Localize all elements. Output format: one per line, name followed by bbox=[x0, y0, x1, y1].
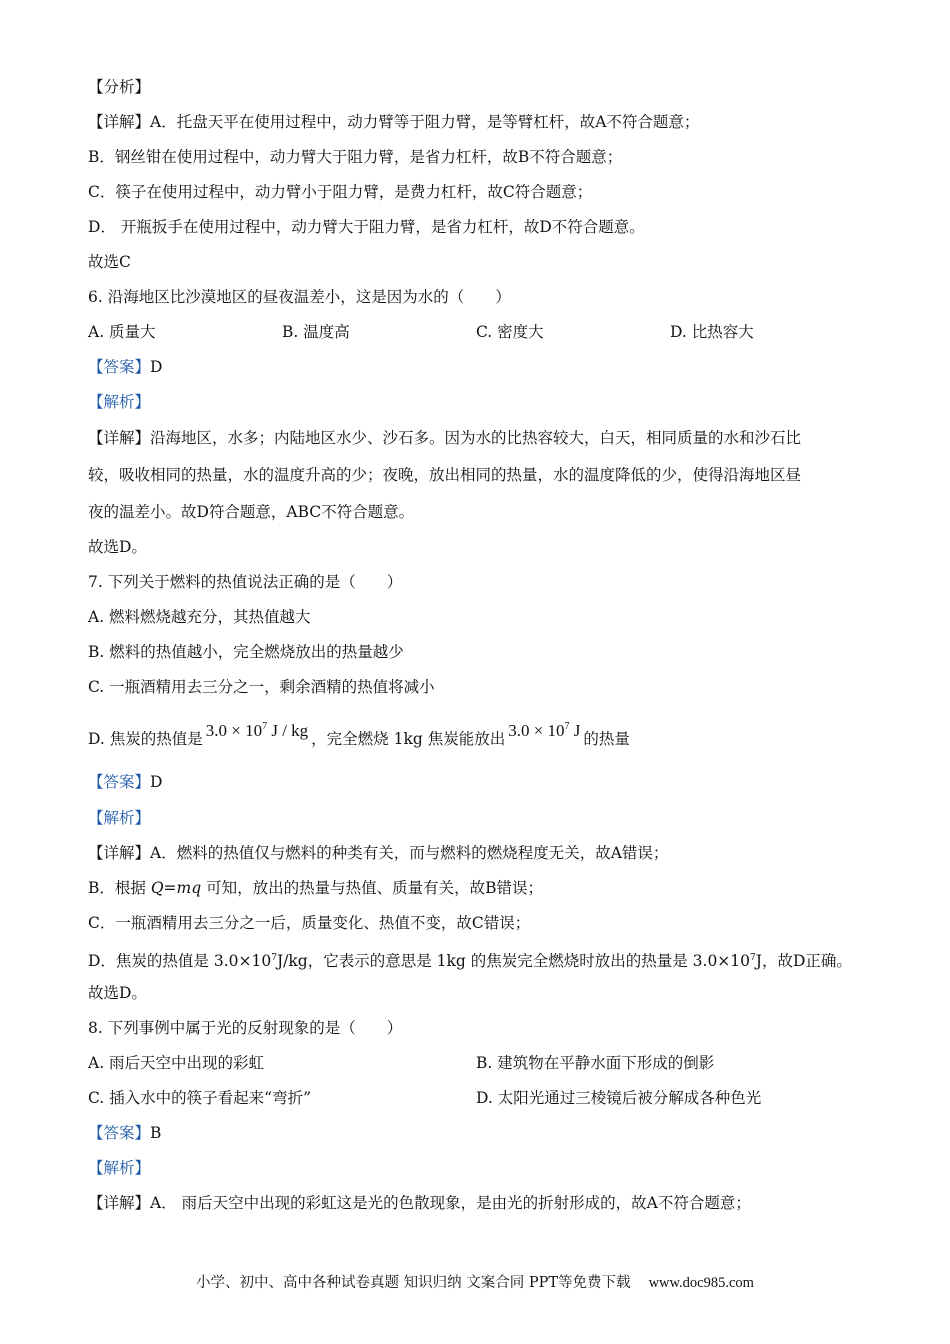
question-stem: 6. 沿海地区比沙漠地区的昼夜温差小，这是因为水的（ ） bbox=[88, 288, 511, 306]
option-b: B. 燃料的热值越小，完全燃烧放出的热量越少 bbox=[88, 643, 404, 661]
conclusion: 故选D。 bbox=[88, 538, 147, 556]
answer-value: B bbox=[150, 1124, 162, 1142]
option-b: B. 建筑物在平静水面下形成的倒影 bbox=[476, 1054, 715, 1072]
formula: Q=mq bbox=[150, 879, 202, 897]
answer-tag: 【答案】 bbox=[88, 773, 151, 791]
math-expression: $3.0 \times 10^7$ J bbox=[508, 721, 581, 740]
detail-line: 较，吸收相同的热量，水的温度升高的少；夜晚，放出相同的热量，水的温度降低的少，使得沿海地区昼 bbox=[88, 466, 802, 484]
option-b: B. 温度高 bbox=[282, 323, 350, 341]
detail-line: D． 开瓶扳手在使用过程中，动力臂大于阻力臂，是省力杠杆，故D不符合题意。 bbox=[88, 218, 645, 236]
option-c: C. 一瓶酒精用去三分之一，剩余酒精的热值将减小 bbox=[88, 678, 435, 696]
footer-link[interactable]: www.doc985.com bbox=[648, 1275, 754, 1291]
math-expression: $3.0 \times 10^7$ J / kg bbox=[205, 721, 309, 740]
option-c: C. 密度大 bbox=[476, 323, 544, 341]
option-d: D. 太阳光通过三棱镜后被分解成各种色光 bbox=[476, 1089, 762, 1107]
page-footer bbox=[0, 1271, 950, 1292]
option-c: C. 插入水中的筷子看起来“弯折” bbox=[88, 1089, 312, 1107]
detail-line: C．一瓶酒精用去三分之一后，质量变化、热值不变，故C错误； bbox=[88, 914, 531, 932]
detail-line: 【详解】沿海地区，水多；内陆地区水少、沙石多。因为水的比热容较大，白天，相同质量的水和沙石比 bbox=[88, 429, 802, 447]
answer-tag: 【答案】 bbox=[88, 358, 151, 376]
footer-text: 小学、初中、高中各种试卷真题 知识归纳 文案合同 PPT等免费下载 bbox=[196, 1275, 631, 1291]
option-d: D. 焦炭的热值是 $3.0 \times 10^7$ J / kg ，完全燃烧 1kg 焦炭能放出 $3.0 \times 10^7$ J 的热量 bbox=[88, 721, 630, 748]
analysis-heading: 【分析】 bbox=[88, 78, 151, 96]
answer-value: D bbox=[150, 358, 163, 376]
question-stem: 7. 下列关于燃料的热值说法正确的是（ ） bbox=[88, 573, 403, 591]
option-a: A. 雨后天空中出现的彩虹 bbox=[88, 1054, 265, 1072]
analysis-heading: 【解析】 bbox=[88, 393, 151, 411]
detail-line: B．钢丝钳在使用过程中，动力臂大于阻力臂，是省力杠杆，故B不符合题意； bbox=[88, 148, 623, 166]
answer-line bbox=[88, 772, 162, 792]
option-a: A. 燃料燃烧越充分，其热值越大 bbox=[88, 608, 311, 626]
conclusion: 故选D。 bbox=[88, 984, 147, 1002]
detail-line: 夜的温差小。故D符合题意，ABC不符合题意。 bbox=[88, 503, 415, 521]
analysis-heading: 【解析】 bbox=[88, 1159, 151, 1177]
answer-value: D bbox=[150, 773, 163, 791]
option-d: D. 比热容大 bbox=[670, 323, 754, 341]
detail-line: C．筷子在使用过程中，动力臂小于阻力臂，是费力杠杆，故C符合题意； bbox=[88, 183, 593, 201]
detail-line: 【详解】A． 雨后天空中出现的彩虹这是光的色散现象，是由光的折射形成的，故A不符合题意； bbox=[88, 1194, 751, 1212]
answer-line bbox=[88, 357, 162, 377]
detail-line: D．焦炭的热值是 $3.0\times 10^7J/kg$，它表示的意思是 1kg 的焦炭完全燃烧时放出的热量是 $3.0\times 10^7J$，故D正确。 bbox=[88, 952, 852, 970]
answer-tag: 【答案】 bbox=[88, 1124, 151, 1142]
option-a: A. 质量大 bbox=[88, 323, 156, 341]
detail-line: B．根据 Q=mq 可知，放出的热量与热值、质量有关，故B错误； bbox=[88, 879, 543, 897]
detail-line: 【详解】A．托盘天平在使用过程中，动力臂等于阻力臂，是等臂杠杆，故A不符合题意； bbox=[88, 113, 700, 131]
analysis-heading: 【解析】 bbox=[88, 809, 151, 827]
question-stem: 8. 下列事例中属于光的反射现象的是（ ） bbox=[88, 1019, 403, 1037]
conclusion: 故选C bbox=[88, 253, 131, 271]
answer-line bbox=[88, 1123, 161, 1143]
detail-line: 【详解】A．燃料的热值仅与燃料的种类有关，而与燃料的燃烧程度无关，故A错误； bbox=[88, 844, 669, 862]
